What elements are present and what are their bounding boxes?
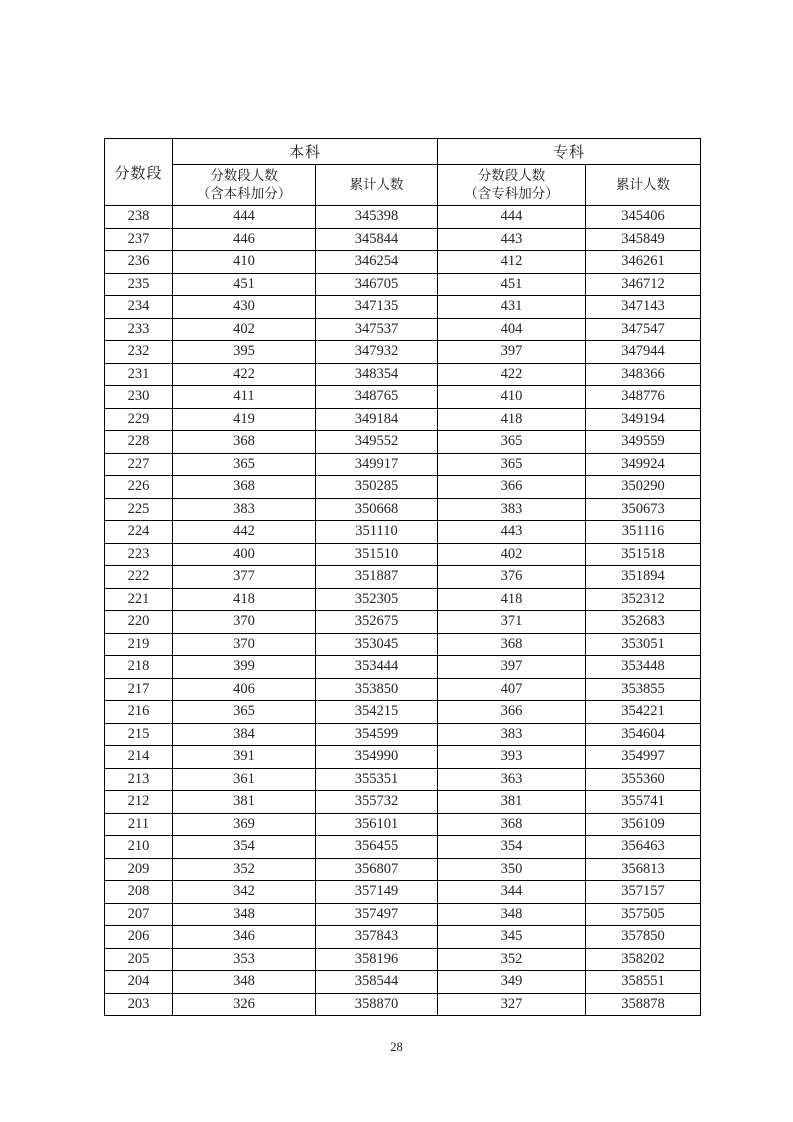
- cell-vocational-cumulative: 357157: [586, 881, 701, 904]
- column-header-undergraduate-cumulative: [316, 165, 438, 206]
- cell-score-band: 229: [105, 408, 173, 431]
- cell-undergraduate-band-count: 383: [173, 498, 316, 521]
- cell-vocational-band-count: 393: [438, 746, 586, 769]
- cell-vocational-cumulative: 350673: [586, 498, 701, 521]
- cell-score-band: 210: [105, 836, 173, 859]
- cell-undergraduate-cumulative: 355732: [316, 791, 438, 814]
- cell-vocational-band-count: 327: [438, 993, 586, 1016]
- cell-undergraduate-cumulative: 346254: [316, 251, 438, 274]
- cell-undergraduate-band-count: 354: [173, 836, 316, 859]
- cell-vocational-cumulative: 346712: [586, 273, 701, 296]
- cell-score-band: 238: [105, 206, 173, 229]
- cell-undergraduate-band-count: 399: [173, 656, 316, 679]
- cell-undergraduate-band-count: 352: [173, 858, 316, 881]
- table-row: [105, 791, 701, 814]
- cell-undergraduate-cumulative: 350285: [316, 476, 438, 499]
- cell-vocational-band-count: 404: [438, 318, 586, 341]
- cell-score-band: 221: [105, 588, 173, 611]
- table-header: [105, 139, 701, 206]
- cell-vocational-cumulative: 353855: [586, 678, 701, 701]
- cell-vocational-band-count: 349: [438, 971, 586, 994]
- table-row: [105, 453, 701, 476]
- table-row: [105, 363, 701, 386]
- cell-vocational-band-count: 366: [438, 701, 586, 724]
- cell-undergraduate-band-count: 402: [173, 318, 316, 341]
- cell-score-band: 214: [105, 746, 173, 769]
- cell-vocational-band-count: 344: [438, 881, 586, 904]
- table-row: [105, 318, 701, 341]
- cell-vocational-cumulative: 348776: [586, 386, 701, 409]
- cell-undergraduate-cumulative: 349184: [316, 408, 438, 431]
- cell-vocational-cumulative: 356109: [586, 813, 701, 836]
- cell-undergraduate-cumulative: 357149: [316, 881, 438, 904]
- table-row: [105, 431, 701, 454]
- cell-vocational-cumulative: 358551: [586, 971, 701, 994]
- cell-undergraduate-cumulative: 357497: [316, 903, 438, 926]
- cell-vocational-band-count: 371: [438, 611, 586, 634]
- cell-undergraduate-cumulative: 351110: [316, 521, 438, 544]
- cell-undergraduate-band-count: 365: [173, 453, 316, 476]
- cell-undergraduate-band-count: 370: [173, 633, 316, 656]
- cell-vocational-cumulative: 349559: [586, 431, 701, 454]
- cell-undergraduate-band-count: 381: [173, 791, 316, 814]
- group-header-vocational: 专科: [438, 139, 701, 165]
- cell-vocational-cumulative: 357850: [586, 926, 701, 949]
- cell-vocational-band-count: 352: [438, 948, 586, 971]
- table-row: [105, 813, 701, 836]
- score-distribution-table-container: [104, 138, 700, 1016]
- cell-score-band: 211: [105, 813, 173, 836]
- cell-undergraduate-band-count: 342: [173, 881, 316, 904]
- cell-vocational-band-count: 381: [438, 791, 586, 814]
- cell-undergraduate-cumulative: 354599: [316, 723, 438, 746]
- cell-undergraduate-band-count: 377: [173, 566, 316, 589]
- cell-score-band: 222: [105, 566, 173, 589]
- cell-vocational-cumulative: 345406: [586, 206, 701, 229]
- cell-score-band: 220: [105, 611, 173, 634]
- cell-score-band: 215: [105, 723, 173, 746]
- cell-vocational-cumulative: 345849: [586, 228, 701, 251]
- cell-undergraduate-cumulative: 358544: [316, 971, 438, 994]
- cell-undergraduate-band-count: 442: [173, 521, 316, 544]
- cell-vocational-cumulative: 354604: [586, 723, 701, 746]
- table-row: [105, 521, 701, 544]
- table-row: [105, 836, 701, 859]
- table-row: [105, 701, 701, 724]
- cell-vocational-band-count: 431: [438, 296, 586, 319]
- cell-score-band: 223: [105, 543, 173, 566]
- cell-undergraduate-band-count: 418: [173, 588, 316, 611]
- cell-undergraduate-cumulative: 354215: [316, 701, 438, 724]
- cell-undergraduate-band-count: 395: [173, 341, 316, 364]
- cell-vocational-cumulative: 347547: [586, 318, 701, 341]
- cell-vocational-band-count: 397: [438, 341, 586, 364]
- cell-score-band: 233: [105, 318, 173, 341]
- cell-undergraduate-band-count: 365: [173, 701, 316, 724]
- cell-vocational-cumulative: 346261: [586, 251, 701, 274]
- score-distribution-table: [104, 138, 701, 1016]
- cell-vocational-band-count: 345: [438, 926, 586, 949]
- cell-score-band: 237: [105, 228, 173, 251]
- cell-undergraduate-cumulative: 345844: [316, 228, 438, 251]
- table-header-column-row: [105, 165, 701, 206]
- cell-score-band: 219: [105, 633, 173, 656]
- cell-vocational-band-count: 365: [438, 431, 586, 454]
- table-row: [105, 656, 701, 679]
- cell-undergraduate-band-count: 369: [173, 813, 316, 836]
- cell-vocational-cumulative: 356813: [586, 858, 701, 881]
- cell-undergraduate-cumulative: 349552: [316, 431, 438, 454]
- cell-score-band: 226: [105, 476, 173, 499]
- cell-vocational-band-count: 410: [438, 386, 586, 409]
- cell-vocational-band-count: 354: [438, 836, 586, 859]
- cell-vocational-band-count: 444: [438, 206, 586, 229]
- cell-undergraduate-band-count: 384: [173, 723, 316, 746]
- cell-vocational-band-count: 407: [438, 678, 586, 701]
- table-row: [105, 633, 701, 656]
- cell-undergraduate-cumulative: 358870: [316, 993, 438, 1016]
- cell-score-band: 231: [105, 363, 173, 386]
- cell-vocational-band-count: 451: [438, 273, 586, 296]
- cell-score-band: 230: [105, 386, 173, 409]
- cell-score-band: 205: [105, 948, 173, 971]
- cell-vocational-band-count: 418: [438, 408, 586, 431]
- cell-vocational-band-count: 363: [438, 768, 586, 791]
- table-row: [105, 228, 701, 251]
- cell-vocational-cumulative: 349924: [586, 453, 701, 476]
- cell-undergraduate-cumulative: 347135: [316, 296, 438, 319]
- cell-score-band: 208: [105, 881, 173, 904]
- cell-vocational-cumulative: 358878: [586, 993, 701, 1016]
- cell-vocational-cumulative: 351116: [586, 521, 701, 544]
- cell-score-band: 234: [105, 296, 173, 319]
- cell-undergraduate-cumulative: 357843: [316, 926, 438, 949]
- table-body: [105, 206, 701, 1016]
- cell-undergraduate-band-count: 406: [173, 678, 316, 701]
- table-row: [105, 408, 701, 431]
- cell-vocational-cumulative: 348366: [586, 363, 701, 386]
- cell-vocational-band-count: 418: [438, 588, 586, 611]
- cell-undergraduate-band-count: 361: [173, 768, 316, 791]
- cell-vocational-band-count: 365: [438, 453, 586, 476]
- cell-score-band: 228: [105, 431, 173, 454]
- cell-undergraduate-band-count: 326: [173, 993, 316, 1016]
- cell-undergraduate-cumulative: 352305: [316, 588, 438, 611]
- cell-undergraduate-band-count: 410: [173, 251, 316, 274]
- table-row: [105, 903, 701, 926]
- table-row: [105, 948, 701, 971]
- cell-undergraduate-band-count: 391: [173, 746, 316, 769]
- cell-undergraduate-cumulative: 347932: [316, 341, 438, 364]
- cell-vocational-cumulative: 356463: [586, 836, 701, 859]
- cell-vocational-cumulative: 352683: [586, 611, 701, 634]
- table-row: [105, 386, 701, 409]
- cell-vocational-cumulative: 352312: [586, 588, 701, 611]
- table-row: [105, 251, 701, 274]
- cell-score-band: 213: [105, 768, 173, 791]
- cell-undergraduate-cumulative: 351510: [316, 543, 438, 566]
- cell-undergraduate-band-count: 422: [173, 363, 316, 386]
- cell-undergraduate-band-count: 348: [173, 903, 316, 926]
- cell-vocational-band-count: 368: [438, 633, 586, 656]
- cell-vocational-cumulative: 354997: [586, 746, 701, 769]
- cell-undergraduate-band-count: 368: [173, 476, 316, 499]
- column-header-undergraduate-band-count: [173, 165, 316, 206]
- cell-undergraduate-band-count: 446: [173, 228, 316, 251]
- cell-undergraduate-cumulative: 345398: [316, 206, 438, 229]
- cell-undergraduate-cumulative: 351887: [316, 566, 438, 589]
- cell-score-band: 206: [105, 926, 173, 949]
- table-row: [105, 678, 701, 701]
- cell-undergraduate-band-count: 451: [173, 273, 316, 296]
- table-row: [105, 971, 701, 994]
- cell-score-band: 204: [105, 971, 173, 994]
- cell-vocational-band-count: 383: [438, 498, 586, 521]
- cell-score-band: 232: [105, 341, 173, 364]
- cell-undergraduate-cumulative: 356455: [316, 836, 438, 859]
- cell-undergraduate-band-count: 430: [173, 296, 316, 319]
- cell-score-band: 209: [105, 858, 173, 881]
- cell-vocational-cumulative: 347143: [586, 296, 701, 319]
- cell-undergraduate-cumulative: 348354: [316, 363, 438, 386]
- cell-vocational-cumulative: 350290: [586, 476, 701, 499]
- cell-vocational-band-count: 376: [438, 566, 586, 589]
- cell-undergraduate-cumulative: 355351: [316, 768, 438, 791]
- cell-vocational-cumulative: 358202: [586, 948, 701, 971]
- cell-vocational-cumulative: 351894: [586, 566, 701, 589]
- table-row: [105, 566, 701, 589]
- table-row: [105, 273, 701, 296]
- cell-score-band: 225: [105, 498, 173, 521]
- cell-vocational-cumulative: 353051: [586, 633, 701, 656]
- cell-vocational-band-count: 350: [438, 858, 586, 881]
- table-row: [105, 341, 701, 364]
- cell-vocational-cumulative: 349194: [586, 408, 701, 431]
- cell-vocational-band-count: 348: [438, 903, 586, 926]
- cell-undergraduate-cumulative: 352675: [316, 611, 438, 634]
- cell-score-band: 224: [105, 521, 173, 544]
- cell-score-band: 203: [105, 993, 173, 1016]
- cell-undergraduate-band-count: 370: [173, 611, 316, 634]
- cell-score-band: 227: [105, 453, 173, 476]
- column-header-line-1: 分数段人数: [210, 167, 278, 184]
- table-header-group-row: [105, 139, 701, 165]
- cell-score-band: 212: [105, 791, 173, 814]
- table-row: [105, 858, 701, 881]
- group-header-undergraduate: 本科: [173, 139, 438, 165]
- cell-score-band: 207: [105, 903, 173, 926]
- column-header-line-1: 累计人数: [349, 176, 404, 193]
- cell-undergraduate-cumulative: 347537: [316, 318, 438, 341]
- cell-undergraduate-cumulative: 350668: [316, 498, 438, 521]
- cell-score-band: 216: [105, 701, 173, 724]
- cell-vocational-cumulative: 355360: [586, 768, 701, 791]
- table-row: [105, 746, 701, 769]
- table-row: [105, 296, 701, 319]
- cell-undergraduate-cumulative: 354990: [316, 746, 438, 769]
- table-row: [105, 723, 701, 746]
- column-header-vocational-band-count: [438, 165, 586, 206]
- table-row: [105, 206, 701, 229]
- page-number: 28: [390, 1040, 403, 1054]
- cell-vocational-band-count: 368: [438, 813, 586, 836]
- column-header-vocational-cumulative: [586, 165, 701, 206]
- cell-vocational-band-count: 397: [438, 656, 586, 679]
- column-header-line-2: （含专科加分）: [464, 186, 559, 202]
- cell-undergraduate-cumulative: 348765: [316, 386, 438, 409]
- table-row: [105, 768, 701, 791]
- cell-undergraduate-band-count: 353: [173, 948, 316, 971]
- cell-undergraduate-band-count: 444: [173, 206, 316, 229]
- table-row: [105, 881, 701, 904]
- cell-score-band: 218: [105, 656, 173, 679]
- cell-undergraduate-cumulative: 358196: [316, 948, 438, 971]
- cell-undergraduate-cumulative: 346705: [316, 273, 438, 296]
- cell-score-band: 236: [105, 251, 173, 274]
- cell-undergraduate-band-count: 368: [173, 431, 316, 454]
- cell-vocational-band-count: 366: [438, 476, 586, 499]
- column-header-line-2: （含本科加分）: [196, 186, 292, 202]
- cell-vocational-band-count: 383: [438, 723, 586, 746]
- cell-vocational-band-count: 443: [438, 228, 586, 251]
- cell-undergraduate-cumulative: 349917: [316, 453, 438, 476]
- cell-undergraduate-band-count: 400: [173, 543, 316, 566]
- cell-vocational-cumulative: 354221: [586, 701, 701, 724]
- cell-vocational-band-count: 443: [438, 521, 586, 544]
- cell-undergraduate-band-count: 348: [173, 971, 316, 994]
- column-header-line-1: 累计人数: [616, 176, 671, 193]
- table-row: [105, 498, 701, 521]
- cell-vocational-cumulative: 353448: [586, 656, 701, 679]
- cell-vocational-cumulative: 347944: [586, 341, 701, 364]
- table-row: [105, 611, 701, 634]
- table-row: [105, 543, 701, 566]
- cell-undergraduate-band-count: 346: [173, 926, 316, 949]
- cell-undergraduate-cumulative: 353850: [316, 678, 438, 701]
- column-header-line-1: 分数段人数: [477, 167, 546, 184]
- cell-vocational-band-count: 412: [438, 251, 586, 274]
- table-row: [105, 588, 701, 611]
- table-row: [105, 993, 701, 1016]
- cell-vocational-cumulative: 355741: [586, 791, 701, 814]
- cell-vocational-band-count: 402: [438, 543, 586, 566]
- table-row: [105, 926, 701, 949]
- column-header-score-band: 分数段: [105, 139, 173, 206]
- cell-vocational-cumulative: 357505: [586, 903, 701, 926]
- cell-undergraduate-band-count: 411: [173, 386, 316, 409]
- cell-undergraduate-cumulative: 356807: [316, 858, 438, 881]
- cell-score-band: 235: [105, 273, 173, 296]
- cell-undergraduate-band-count: 419: [173, 408, 316, 431]
- cell-undergraduate-cumulative: 356101: [316, 813, 438, 836]
- cell-vocational-cumulative: 351518: [586, 543, 701, 566]
- cell-undergraduate-cumulative: 353045: [316, 633, 438, 656]
- cell-undergraduate-cumulative: 353444: [316, 656, 438, 679]
- cell-score-band: 217: [105, 678, 173, 701]
- cell-vocational-band-count: 422: [438, 363, 586, 386]
- table-row: [105, 476, 701, 499]
